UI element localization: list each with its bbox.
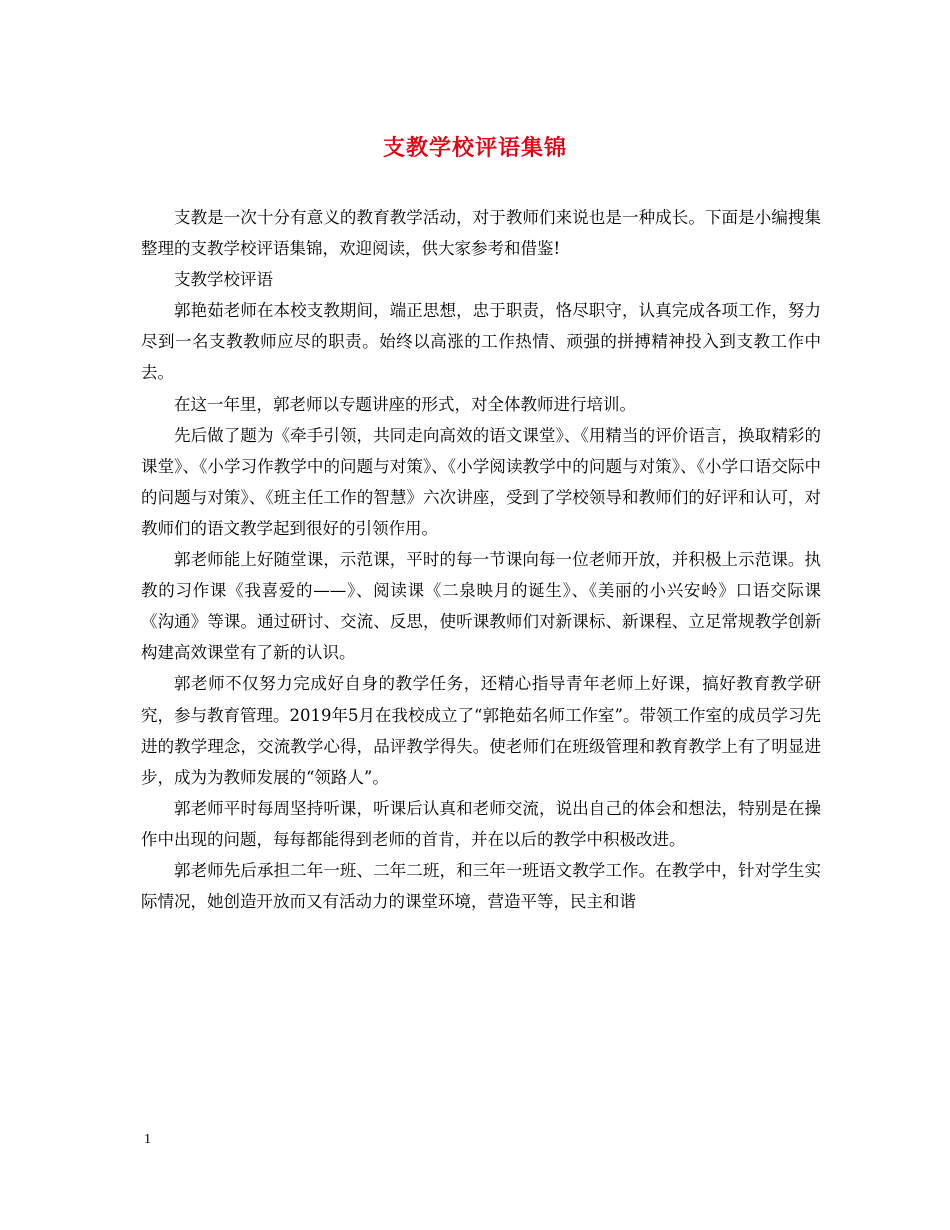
paragraph: 在这一年里，郭老师以专题讲座的形式，对全体教师进行培训。	[174, 394, 636, 414]
document-title: 支教学校评语集锦	[382, 135, 567, 161]
page-number: 1	[144, 1132, 151, 1147]
paragraph: 郭艳茹老师在本校支教期间，端正思想，忠于职责，恪尽职守，认真完成各项工作，努力尽到一名支教教师应尽的职责。始终以高涨的工作热情、顽强的拼搏精神投入到支教工作中去。	[141, 301, 821, 383]
paragraph: 先后做了题为《牵手引领，共同走向高效的语文课堂》、《用精当的评价语言，换取精彩的课堂》、《小学习作教学中的问题与对策》、《小学阅读教学中的问题与对策》、《小学口语交际中的问题与对策》、《班主任工作的智慧》六次讲座，受到了学校领导和教师们的好评和认可，对教师们的语文教学起到很好的引领作用。	[141, 425, 821, 538]
paragraph: 郭老师先后承担二年一班、二年二班，和三年一班语文教学工作。在教学中，针对学生实际情况，她创造开放而又有活动力的课堂环境，营造平等，民主和谐	[141, 860, 821, 912]
paragraph: 郭老师平时每周坚持听课，听课后认真和老师交流，说出自己的体会和想法，特别是在操作中出现的问题，每每都能得到老师的首肯，并在以后的教学中积极改进。	[141, 798, 821, 849]
paragraph: 郭老师不仅努力完成好自身的教学任务，还精心指导青年老师上好课，搞好教育教学研究，参与教育管理。2019年5月在我校成立了“郭艳茹名师工作室”。带领工作室的成员学习先进的教学理念，交流教学心得，品评教学得失。使老师们在班级管理和教育教学上有了明显进步，成为为教师发展的“领路人”。	[141, 674, 821, 787]
paragraph: 郭老师能上好随堂课，示范课，平时的每一节课向每一位老师开放，并积极上示范课。执教的习作课《我喜爱的——》、阅读课《二泉映月的诞生》、《美丽的小兴安岭》口语交际课《沟通》等课。通过研讨、交流、反思，使听课教师们对新课标、新课程、立足常规教学创新构建高效课堂有了新的认识。	[141, 550, 821, 663]
document-body	[141, 202, 821, 917]
paragraph-intro: 支教是一次十分有意义的教育教学活动，对于教师们来说也是一种成长。下面是小编搜集整理的支教学校评语集锦，欢迎阅读，供大家参考和借鉴!	[141, 208, 821, 259]
section-heading: 支教学校评语	[174, 270, 273, 290]
